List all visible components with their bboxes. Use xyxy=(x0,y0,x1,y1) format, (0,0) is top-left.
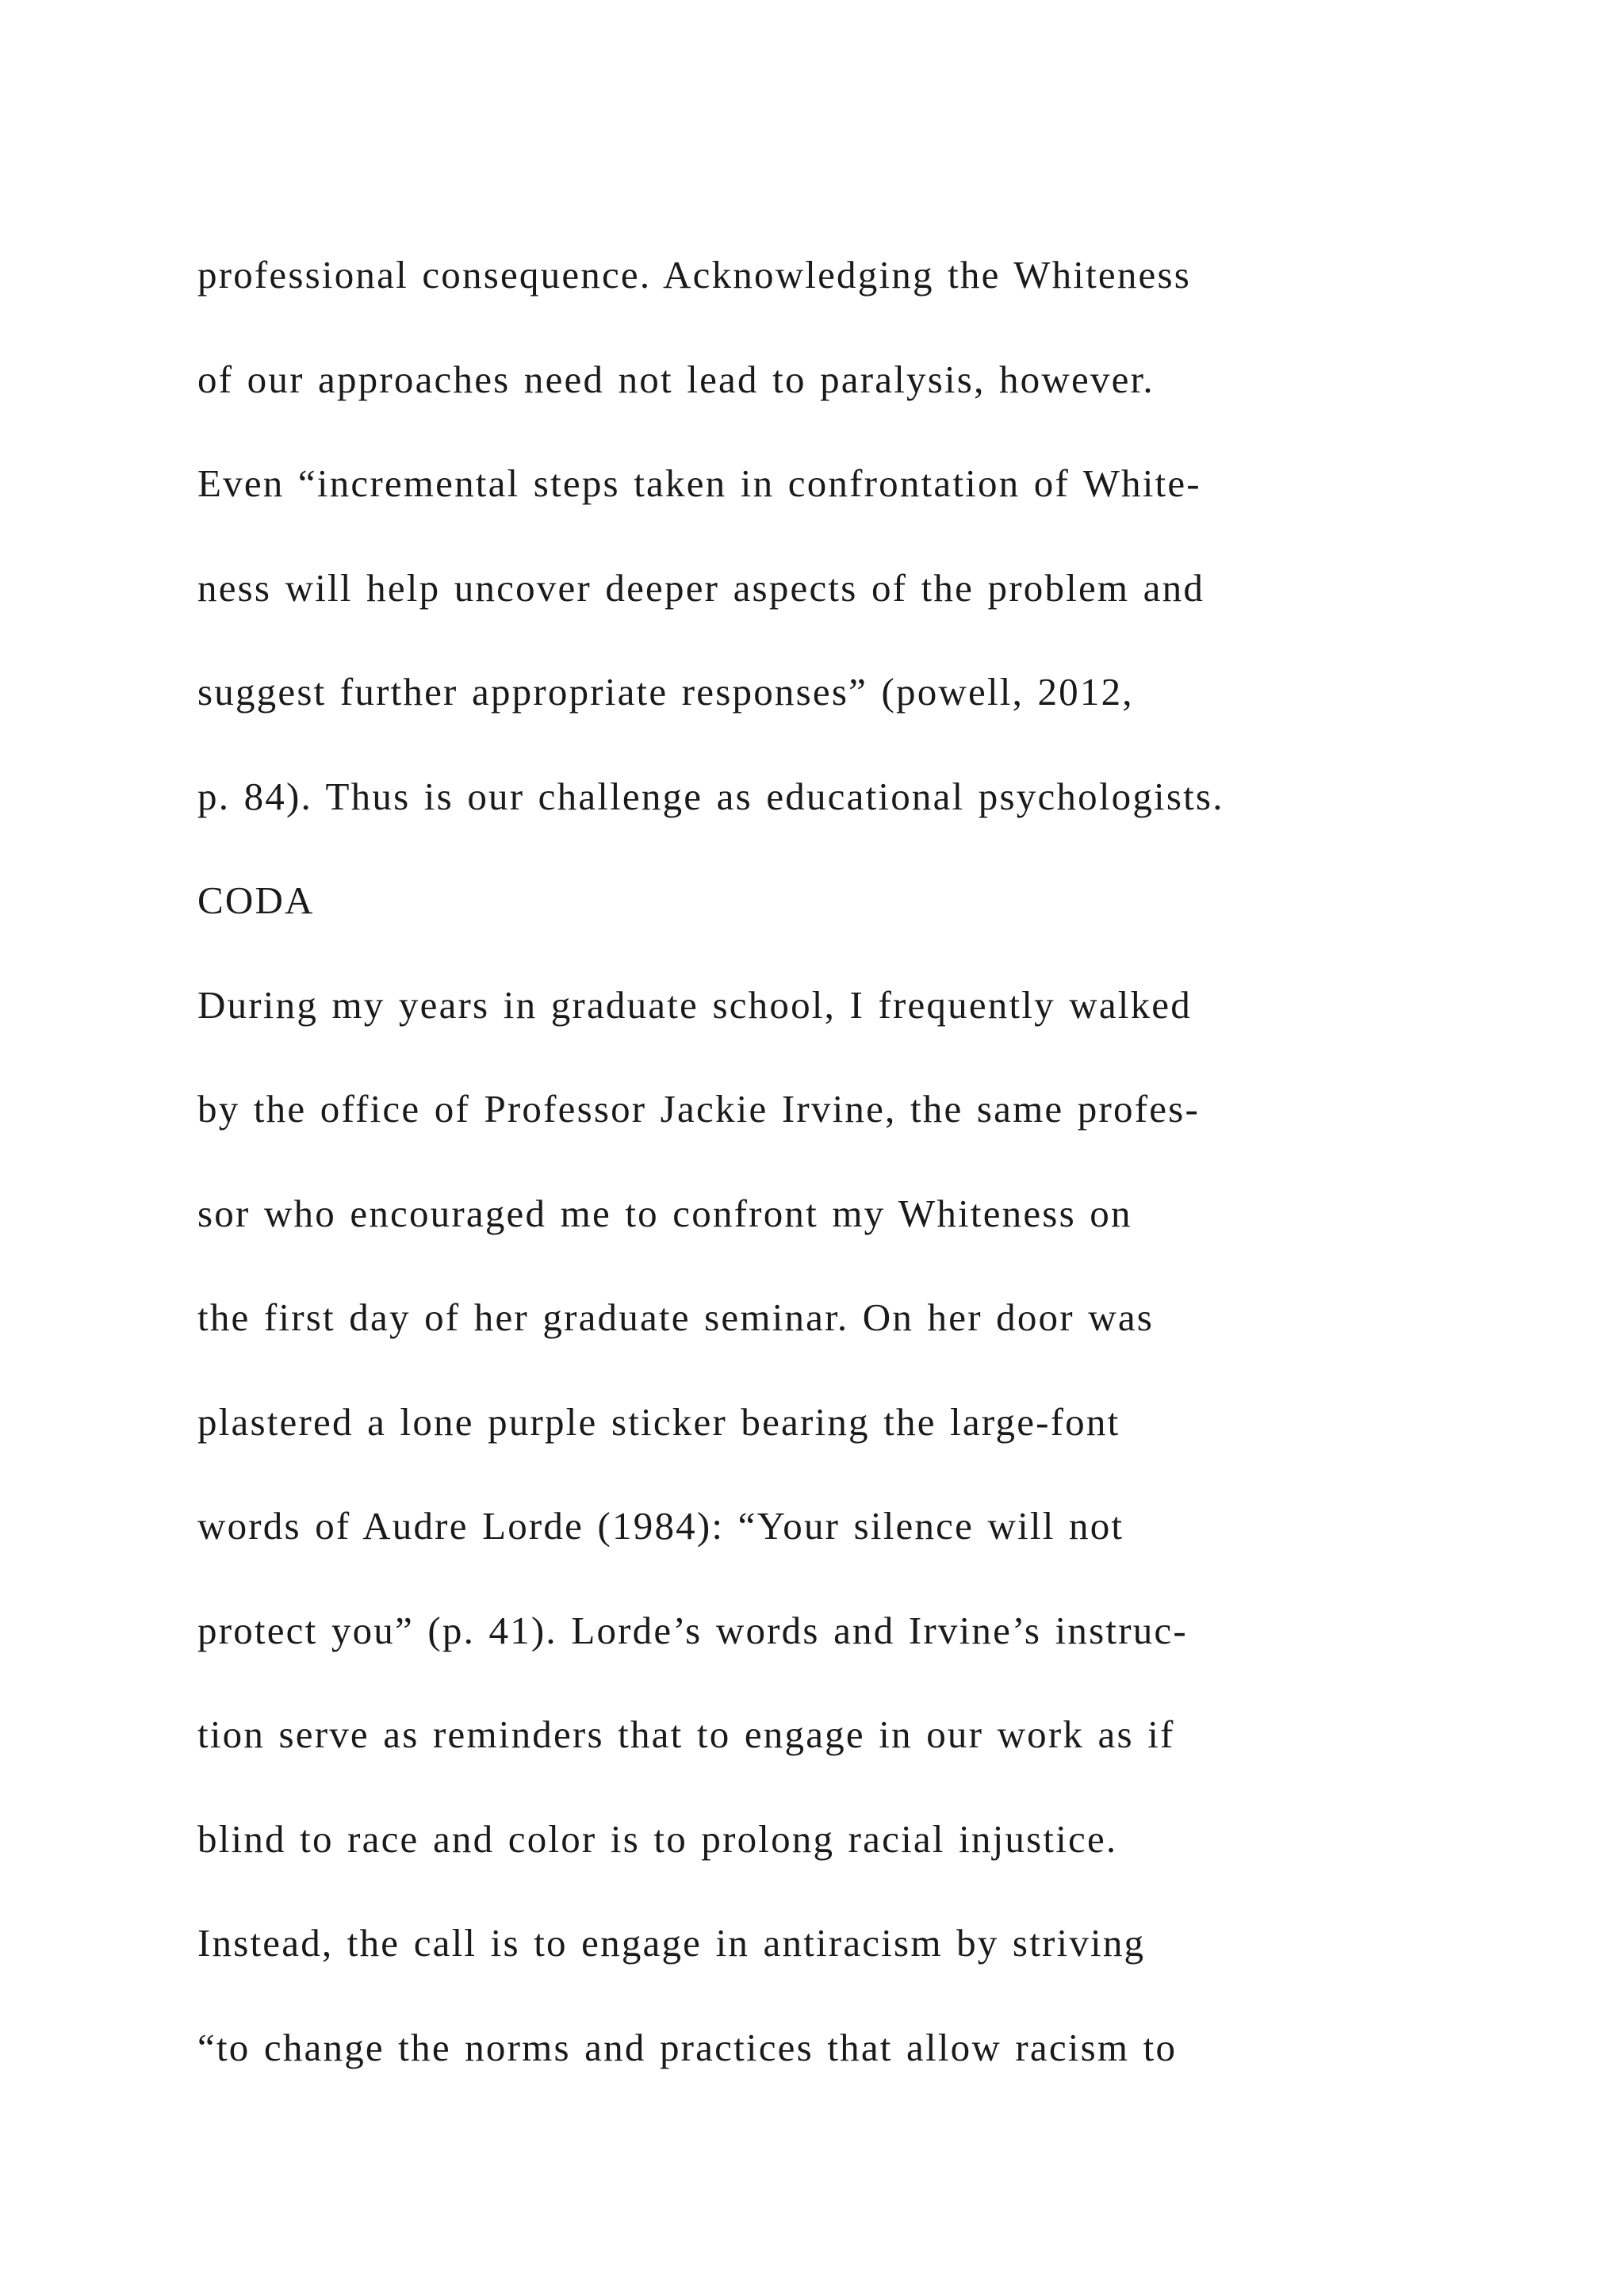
text-line: tion serve as reminders that to engage in our work as if xyxy=(197,1712,1175,1756)
text-line: ness will help uncover deeper aspects of the problem and xyxy=(197,565,1205,610)
text-line: Even “incremental steps taken in confrontation of White- xyxy=(197,461,1201,505)
text-line: Instead, the call is to engage in antiracism by striving xyxy=(197,1921,1146,1965)
text-line: professional consequence. Acknowledging the Whiteness xyxy=(197,253,1192,297)
body-text xyxy=(197,247,1561,2124)
text-line: suggest further appropriate responses” (powell, 2012, xyxy=(197,670,1134,714)
text-line: the first day of her graduate seminar. On her door was xyxy=(197,1295,1155,1339)
text-line: words of Audre Lorde (1984): “Your silence will not xyxy=(197,1504,1124,1548)
text-line: plastered a lone purple sticker bearing the large-font xyxy=(197,1399,1120,1444)
section-heading: CODA xyxy=(197,878,315,922)
text-line: of our approaches need not lead to paralysis, however. xyxy=(197,357,1155,401)
text-line: protect you” (p. 41). Lorde’s words and Irvine’s instruc- xyxy=(197,1608,1188,1652)
text-line: by the office of Professor Jackie Irvine, the same profes- xyxy=(197,1087,1200,1131)
text-line: blind to race and color is to prolong racial injustice. xyxy=(197,1816,1118,1861)
text-line: During my years in graduate school, I frequently walked xyxy=(197,982,1192,1027)
text-line: “to change the norms and practices that allow racism to xyxy=(197,2025,1178,2069)
text-line: sor who encouraged me to confront my Whiteness on xyxy=(197,1191,1132,1235)
text-line: p. 84). Thus is our challenge as educational psychologists. xyxy=(197,774,1224,818)
